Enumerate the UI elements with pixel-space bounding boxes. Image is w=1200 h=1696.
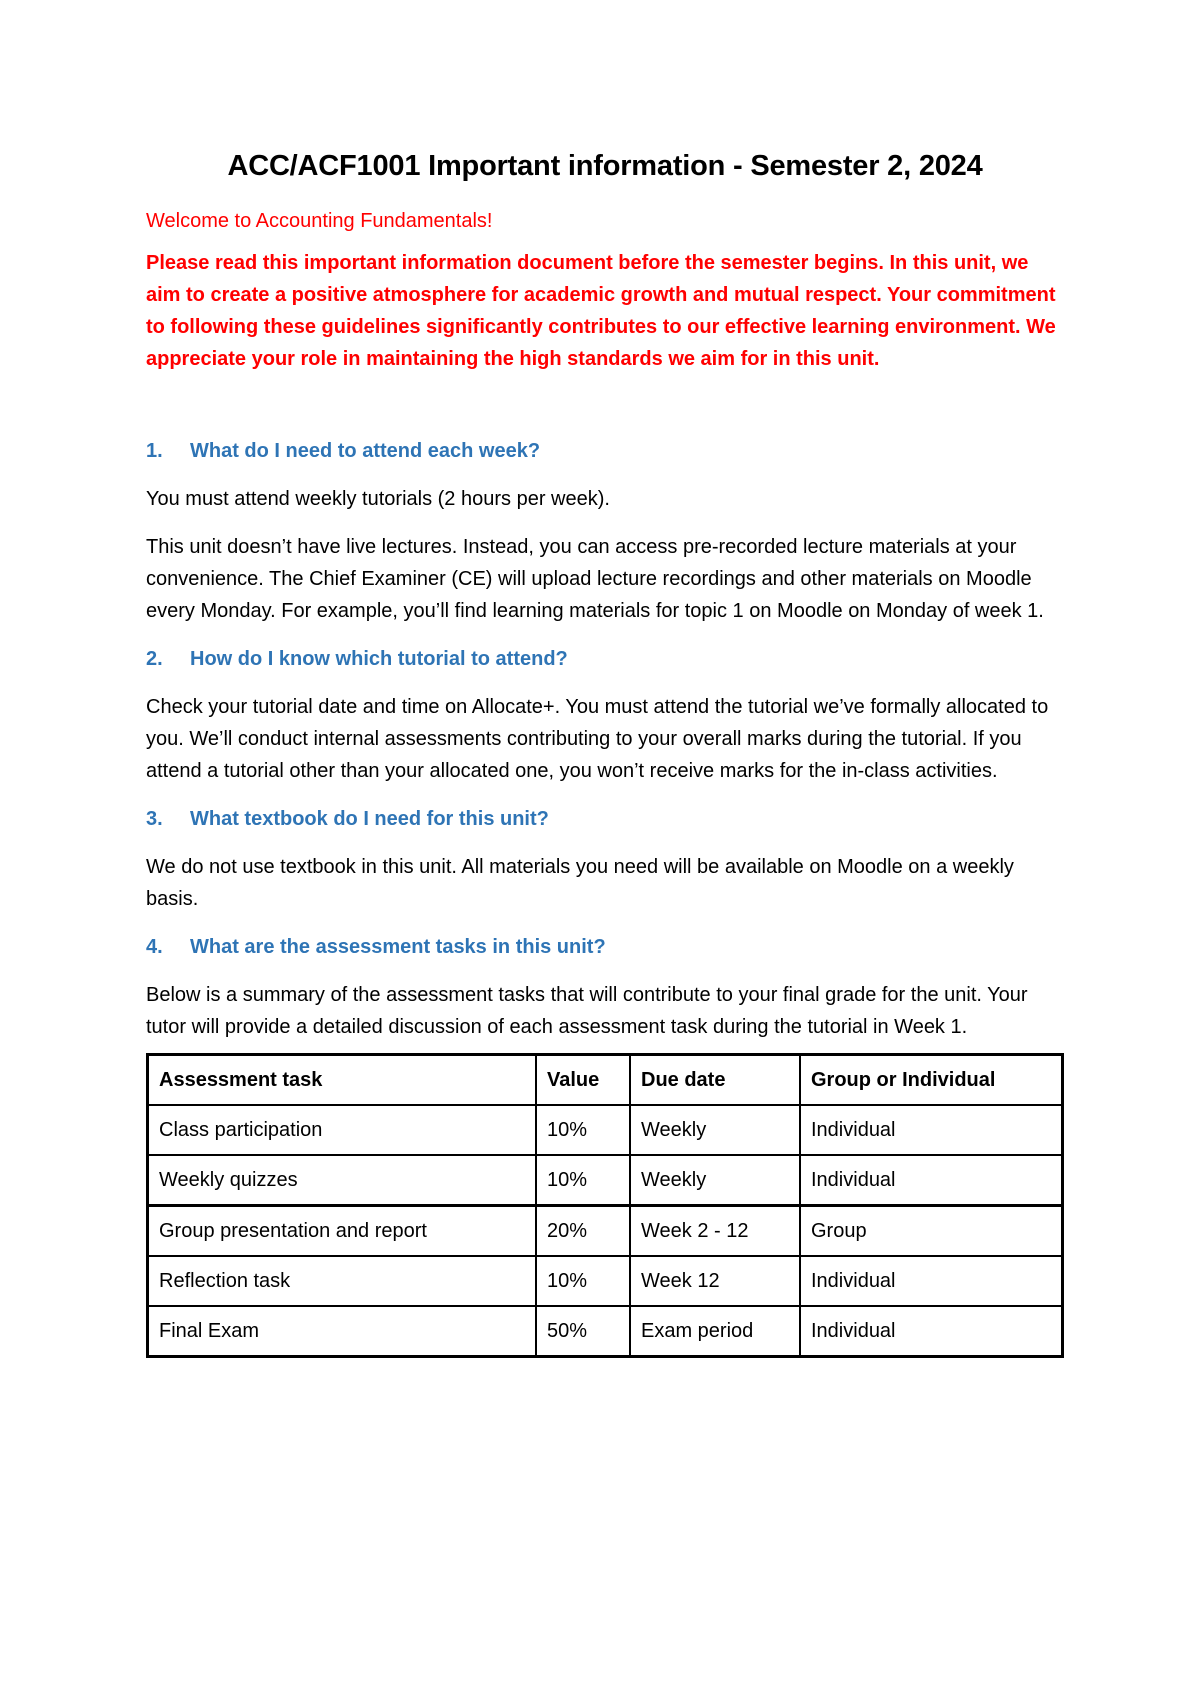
table-cell: Individual	[800, 1105, 1063, 1155]
table-cell: 20%	[536, 1206, 630, 1257]
table-cell: Individual	[800, 1306, 1063, 1357]
section-number: 2.	[146, 648, 163, 670]
table-header-cell: Group or Individual	[800, 1055, 1063, 1106]
table-cell: Group	[800, 1206, 1063, 1257]
table-cell: Final Exam	[148, 1306, 537, 1357]
document-page	[146, 150, 1064, 1358]
table-header-row	[148, 1055, 1063, 1106]
table-cell: 10%	[536, 1105, 630, 1155]
section-heading-text: What do I need to attend each week?	[190, 440, 541, 462]
table-cell: Group presentation and report	[148, 1206, 537, 1257]
section-heading-4	[146, 931, 1064, 963]
table-cell: Class participation	[148, 1105, 537, 1155]
section-number: 4.	[146, 936, 163, 958]
section-heading-text: What are the assessment tasks in this unit?	[190, 936, 606, 958]
welcome-text: Welcome to Accounting Fundamentals!	[146, 210, 493, 232]
table-cell: 10%	[536, 1155, 630, 1206]
section-heading-text: How do I know which tutorial to attend?	[190, 648, 568, 670]
table-row	[148, 1155, 1063, 1206]
table-cell: 50%	[536, 1306, 630, 1357]
section-heading-1	[146, 435, 1064, 467]
section-heading-text: What textbook do I need for this unit?	[190, 808, 549, 830]
section-heading-2	[146, 643, 1064, 675]
table-cell: Exam period	[630, 1306, 800, 1357]
table-row	[148, 1206, 1063, 1257]
table-cell: Week 12	[630, 1256, 800, 1306]
table-cell: Week 2 - 12	[630, 1206, 800, 1257]
table-header-cell: Due date	[630, 1055, 800, 1106]
document-title: ACC/ACF1001 Important information - Semester 2, 2024	[227, 150, 983, 182]
section-1-paragraph-2: This unit doesn’t have live lectures. Instead, you can access pre-recorded lecture materials at your convenience. The Chief Examiner (CE) will upload lecture recordings and other materials on Moodle every Monday. For example, you’ll find learning materials for topic 1 on Moodle on Monday of week 1.	[146, 536, 1044, 622]
section-number: 1.	[146, 440, 163, 462]
table-cell: Weekly quizzes	[148, 1155, 537, 1206]
section-heading-3	[146, 803, 1064, 835]
table-row	[148, 1105, 1063, 1155]
table-cell: 10%	[536, 1256, 630, 1306]
table-row	[148, 1306, 1063, 1357]
section-1-paragraph-1: You must attend weekly tutorials (2 hours per week).	[146, 488, 610, 510]
table-cell: Reflection task	[148, 1256, 537, 1306]
section-2-paragraph-1: Check your tutorial date and time on Allocate+. You must attend the tutorial we’ve formally allocated to you. We’ll conduct internal assessments contributing to your overall marks during the tutorial. If you attend a tutorial other than your allocated one, you won’t receive marks for the in-class activities.	[146, 696, 1049, 782]
table-row	[148, 1256, 1063, 1306]
table-cell: Weekly	[630, 1105, 800, 1155]
section-number: 3.	[146, 808, 163, 830]
section-3-paragraph-1: We do not use textbook in this unit. All materials you need will be available on Moodle on a weekly basis.	[146, 856, 1014, 910]
table-cell: Weekly	[630, 1155, 800, 1206]
intro-paragraph: Please read this important information document before the semester begins. In this unit, we aim to create a positive atmosphere for academic growth and mutual respect. Your commitment to following these guidelines significantly contributes to our effective learning environment. We appreciate your role in maintaining the high standards we aim for in this unit.	[146, 252, 1056, 370]
table-header-cell: Value	[536, 1055, 630, 1106]
table-header-cell: Assessment task	[148, 1055, 537, 1106]
section-4-paragraph-1: Below is a summary of the assessment tasks that will contribute to your final grade for the unit. Your tutor will provide a detailed discussion of each assessment task during the tutorial in Week 1.	[146, 984, 1028, 1038]
table-cell: Individual	[800, 1256, 1063, 1306]
assessment-table	[146, 1053, 1064, 1358]
table-cell: Individual	[800, 1155, 1063, 1206]
